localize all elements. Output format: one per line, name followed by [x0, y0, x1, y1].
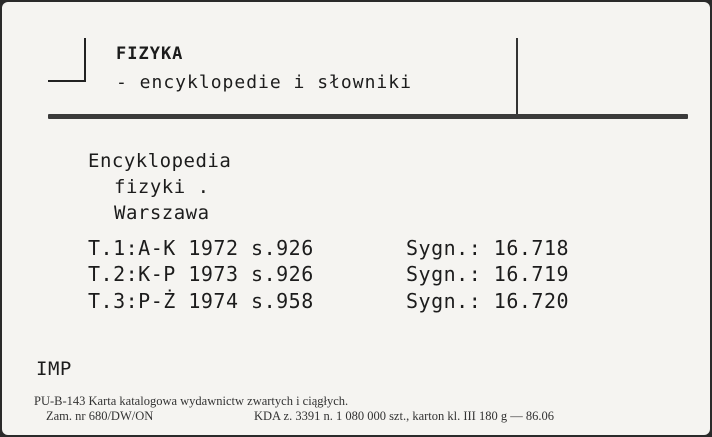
subject-subtitle: - encyklopedie i słowniki — [116, 72, 412, 93]
volume-1: T.1:A-K 1972 s.926 — [88, 236, 314, 260]
entry-place: Warszawa — [114, 202, 210, 224]
signature-1: Sygn.: 16.718 — [406, 236, 570, 260]
footer-form-line: PU-B-143 Karta katalogowa wydawnictw zwartych i ciągłych. — [34, 394, 349, 408]
footer-print-info: KDA z. 3391 n. 1 080 000 szt., karton kl. III 180 g — 86.06 — [254, 409, 554, 423]
entry-title-line1: Encyklopedia — [88, 150, 232, 172]
footer-order-number: Zam. nr 680/DW/ON — [46, 409, 154, 423]
header-bracket-horizontal — [48, 80, 86, 82]
subject-heading: FIZYKA — [116, 44, 184, 64]
entry-title-line2: fizyki . — [114, 176, 210, 198]
catalog-card — [2, 2, 710, 435]
header-rule — [48, 114, 688, 119]
publisher-code: IMP — [36, 358, 72, 380]
header-divider-vertical — [516, 38, 518, 116]
volume-2: T.2:K-P 1973 s.926 — [88, 262, 314, 286]
header-bracket-vertical — [84, 38, 86, 82]
signature-2: Sygn.: 16.719 — [406, 262, 570, 286]
volume-3: T.3:P-Ż 1974 s.958 — [88, 289, 314, 313]
signature-3: Sygn.: 16.720 — [406, 289, 570, 313]
